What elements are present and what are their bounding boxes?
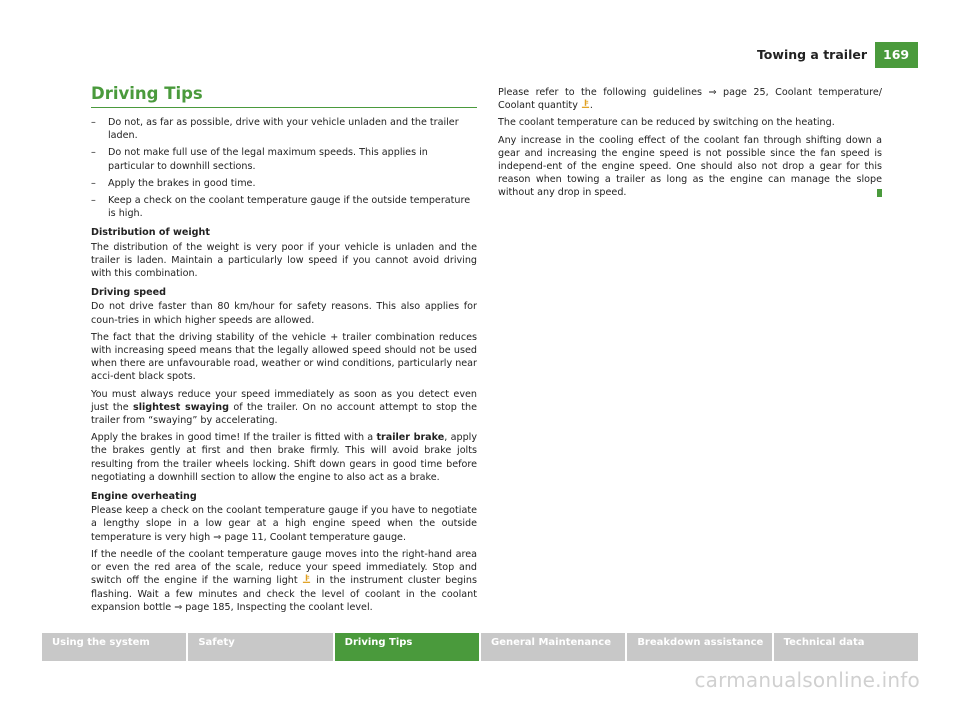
speed-paragraph-2: The fact that the driving stability of the vehicle + trailer combination reduces with increasing speed means that the legally allowed speed should not be used when there are unfavourable road, weather or wind conditions, particularly near acci-dent black spots. <box>91 331 477 383</box>
overheat-heading: Engine overheating <box>91 491 197 503</box>
chapter-nav <box>42 633 918 661</box>
speed-heading: Driving speed <box>91 287 167 299</box>
emphasis-trailer-brake: trailer brake <box>376 432 445 444</box>
speed-paragraph-1: Do not drive faster than 80 km/hour for safety reasons. This also applies for coun-tries in which higher speeds are allowed. <box>91 301 477 326</box>
section-end-icon <box>877 189 882 197</box>
emphasis-slightest-swaying: slightest swaying <box>132 401 230 413</box>
right-paragraph-2: The coolant temperature can be reduced by switching on the heating. <box>498 117 835 129</box>
section-title: Driving Tips <box>91 84 477 108</box>
list-item: – Do not, as far as possible, drive with your vehicle unladen and the trailer laden. <box>91 117 459 142</box>
list-item: – Apply the brakes in good time. <box>91 177 256 189</box>
tab-general-maintenance[interactable]: General Maintenance <box>481 633 625 661</box>
right-column <box>498 86 882 204</box>
speed-paragraph-3: You must always reduce your speed immediately as soon as you detect even just the slightest swaying of the trailer. On no account attempt to stop the trailer from “swaying” by accelerating. <box>91 388 477 427</box>
weight-heading: Distribution of weight <box>91 227 210 239</box>
page-number: 169 <box>875 42 918 68</box>
overheat-paragraph-1: Please keep a check on the coolant temperature gauge if you have to negotiate a lengthy slope in a low gear at a high engine speed when the outside temperature is very high ⇒ page 11, Coolant temperature gauge. <box>91 505 477 543</box>
tab-technical-data[interactable]: Technical data <box>774 633 918 661</box>
coolant-warning-icon <box>581 99 590 109</box>
overheat-paragraph-2: If the needle of the coolant temperature gauge moves into the right-hand area or even the red area of the scale, reduce your speed immediately. Stop and switch off the engine if the warning light in the instrument cluster begins flashing. Wait a few minutes and check the level of coolant in the coolant expansion bottle ⇒ page 185, Inspecting the coolant level. <box>91 548 477 613</box>
left-column <box>91 84 477 618</box>
weight-paragraph: The distribution of the weight is very poor if your vehicle is unladen and the trailer is laden. Maintain a particularly low speed if you cannot avoid driving with this combination. <box>91 241 477 280</box>
right-paragraph-3: Any increase in the cooling effect of the coolant fan through shifting down a gear and increasing the engine speed is not possible since the fan speed is independ-ent of the engine speed. One should also not drop a gear for this reason when towing a trailer as long as the engine can manage the slope without any drop in speed. <box>498 134 882 199</box>
right-paragraph-1: Please refer to the following guidelines ⇒ page 25, Coolant temperature/ Coolant quantity . <box>498 87 882 112</box>
tab-breakdown-assistance[interactable]: Breakdown assistance <box>627 633 771 661</box>
watermark: carmanualsonline.info <box>694 668 920 692</box>
chapter-title: Towing a trailer <box>756 47 867 62</box>
list-item: – Keep a check on the coolant temperature gauge if the outside temperature is high. <box>91 195 471 220</box>
tab-safety[interactable]: Safety <box>188 633 332 661</box>
tips-list <box>91 116 477 220</box>
tab-using-the-system[interactable]: Using the system <box>42 633 186 661</box>
page-header <box>757 42 918 68</box>
list-item: – Do not make full use of the legal maximum speeds. This applies in particular to downhill sections. <box>91 147 428 172</box>
tab-driving-tips[interactable]: Driving Tips <box>335 633 479 661</box>
speed-paragraph-4: Apply the brakes in good time! If the trailer is fitted with a trailer brake, apply the brakes gently at first and then brake firmly. This will avoid brake jolts resulting from the trailer wheels locking. Shift down gears in good time before negotiating a downhill section to allow the engine to also act as a brake. <box>91 432 477 483</box>
